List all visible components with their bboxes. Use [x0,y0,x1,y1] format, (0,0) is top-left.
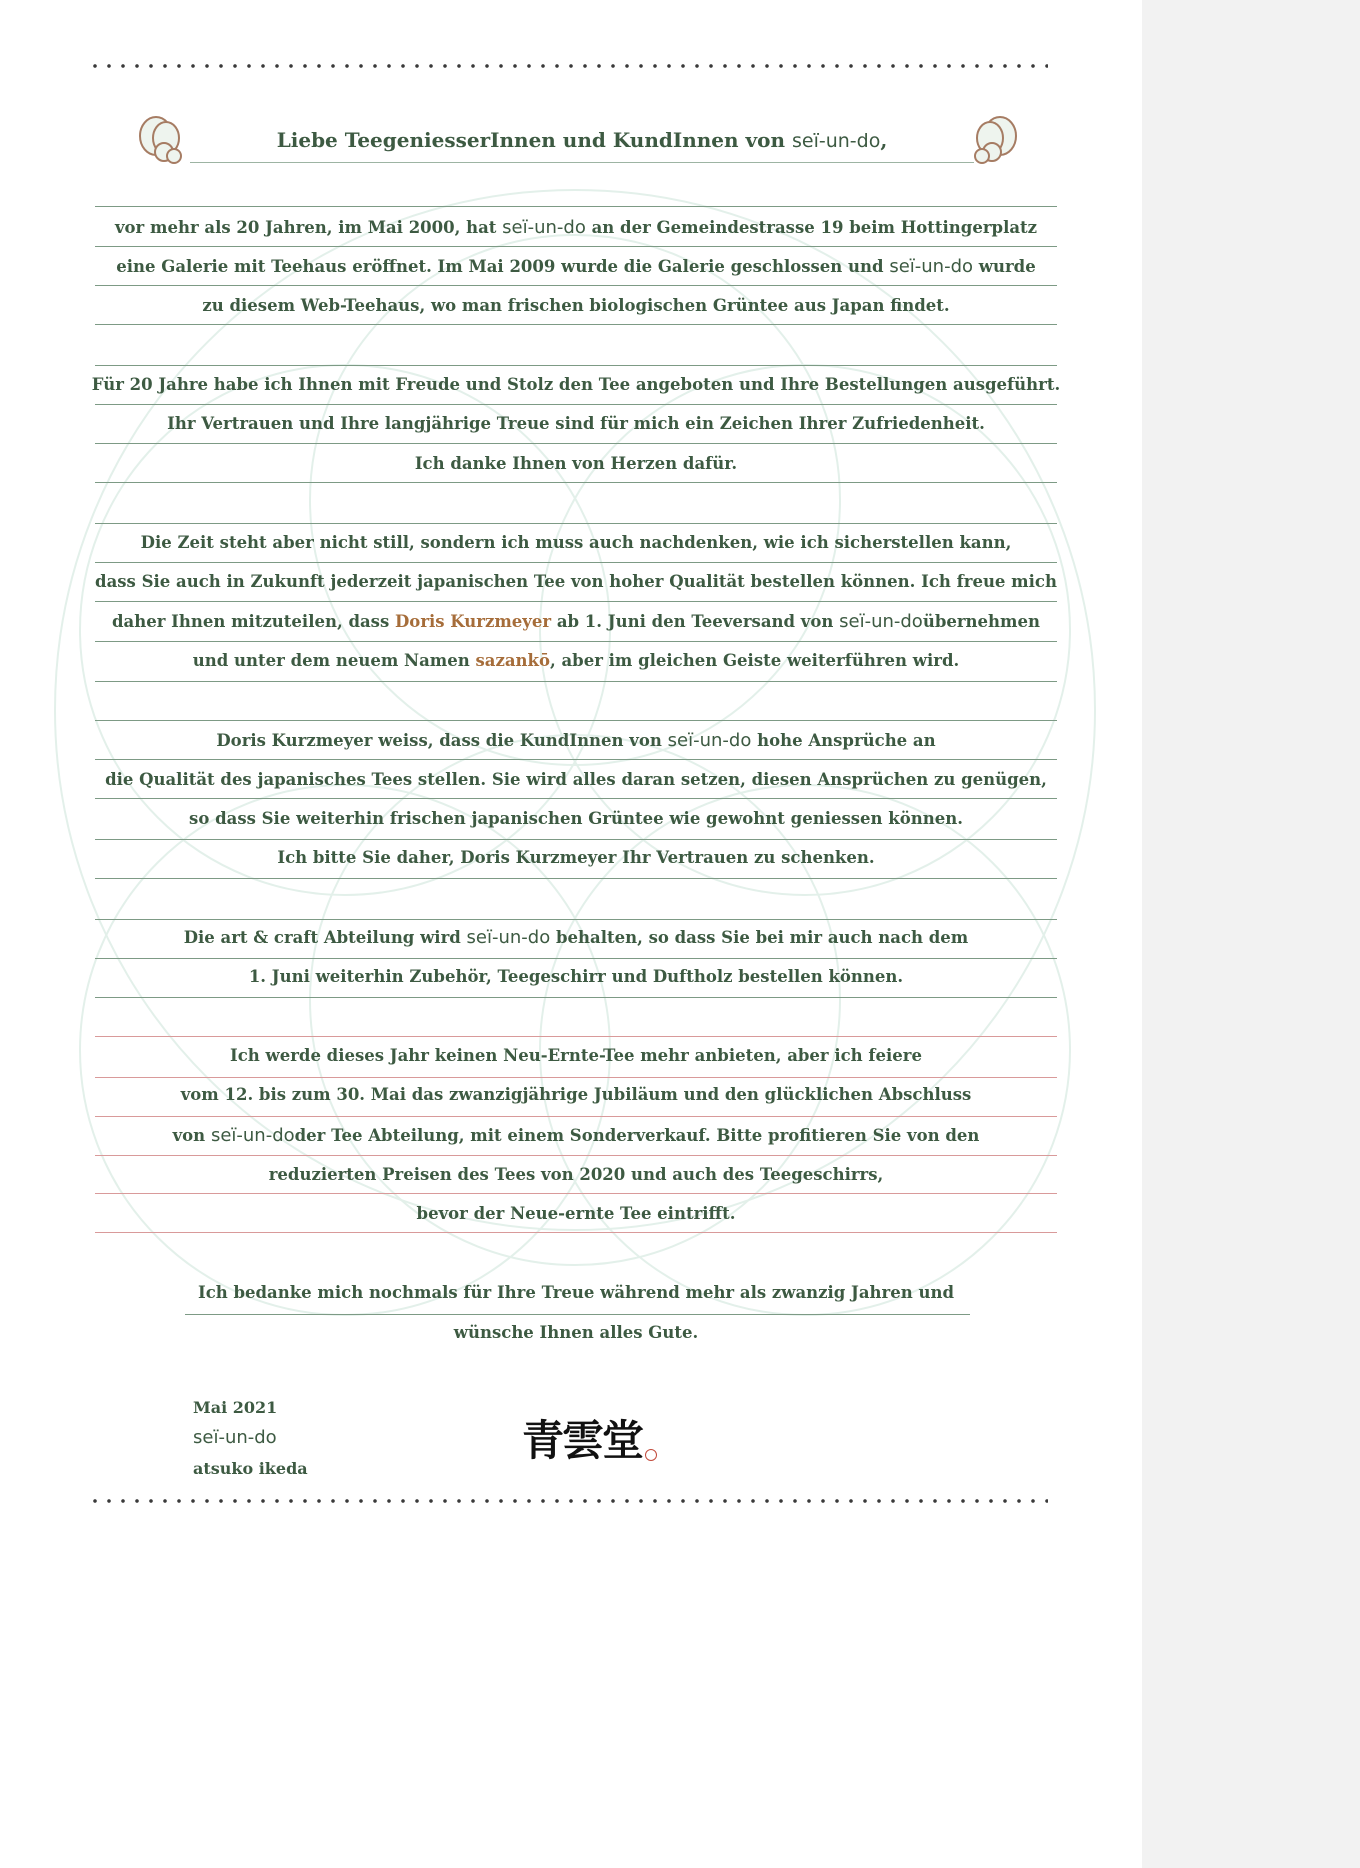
paragraph-6-line-5: bevor der Neue-ernte Tee eintrifft. [416,1204,736,1223]
paragraph-4-line-1: Doris Kurzmeyer weiss, dass die KundInnen von seï-un-do hohe Ansprüche an [216,730,936,751]
rule-line [185,1314,970,1315]
rule-line [95,482,1057,483]
rule-line [95,246,1057,247]
paragraph-3-line-2: dass Sie auch in Zukunft jederzeit japanischen Tee von hoher Qualität bestellen können. Ich freue mich [95,572,1057,591]
rule-line [95,681,1057,682]
rule-line [95,404,1057,405]
rule-line [95,365,1057,366]
flower-ornament-left-icon [134,112,190,168]
paragraph-5-line-1: Die art & craft Abteilung wird seï-un-do behalten, so dass Sie bei mir auch nach dem [183,927,969,948]
signature-brand: seï-un-do [193,1427,277,1448]
rule-line [95,878,1057,879]
rule-line [95,997,1057,998]
rule-line [95,285,1057,286]
rule-line-pink [95,1116,1057,1117]
sazanko-highlight: sazankō [475,651,550,670]
paragraph-3-line-1: Die Zeit steht aber nicht still, sondern ich muss auch nachdenken, wie ich sicherstellen kann, [140,533,1012,552]
rule-line [95,523,1057,524]
red-seal-icon [645,1449,657,1461]
greeting-comma: , [880,128,888,152]
rule-line [95,601,1057,602]
paragraph-1-line-2: eine Galerie mit Teehaus eröffnet. Im Mai 2009 wurde die Galerie geschlossen und seï-un-do wurde [116,256,1036,277]
rule-line-pink [95,1036,1057,1037]
paragraph-4-line-2: die Qualität des japanisches Tees stellen. Sie wird alles daran setzen, diesen Ansprüchen zu genügen, [105,770,1047,789]
rule-line [95,759,1057,760]
paragraph-7-line-1: Ich bedanke mich nochmals für Ihre Treue während mehr als zwanzig Jahren und [197,1283,955,1302]
paragraph-2-line-2: Ihr Vertrauen und Ihre langjährige Treue sind für mich ein Zeichen Ihrer Zufriedenheit. [167,414,985,433]
bg-ring-outer [55,190,1095,1230]
paragraph-5-line-2: 1. Juni weiterhin Zubehör, Teegeschirr und Duftholz bestellen können. [248,967,904,986]
paragraph-2-line-3: Ich danke Ihnen von Herzen dafür. [414,454,738,473]
paragraph-7-line-2: wünsche Ihnen alles Gute. [453,1323,699,1342]
rule-line [95,324,1057,325]
rule-line-pink [95,1232,1057,1233]
paragraph-6-line-2: vom 12. bis zum 30. Mai das zwanzigjährige Jubiläum und den glücklichen Abschluss [180,1085,972,1104]
rule-line [95,798,1057,799]
paragraph-4-line-4: Ich bitte Sie daher, Doris Kurzmeyer Ihr Vertrauen zu schenken. [277,848,875,867]
paragraph-6-line-1: Ich werde dieses Jahr keinen Neu-Ernte-Tee mehr anbieten, aber ich feiere [230,1046,922,1065]
doris-kurzmeyer-highlight: Doris Kurzmeyer [395,612,552,631]
paragraph-6-line-4: reduzierten Preisen des Tees von 2020 und auch des Teegeschirrs, [268,1165,884,1184]
rule-line-pink [95,1193,1057,1194]
rule-line-pink [95,1155,1057,1156]
seiundo-kanji-logo: 青雲堂 [522,1416,643,1465]
paragraph-6-line-3: von seï-un-doder Tee Abteilung, mit einem Sonderverkauf. Bitte profitieren Sie von den [172,1125,980,1146]
greeting-brand: seï-un-do [791,130,881,152]
rule-line [95,562,1057,563]
rule-line [95,206,1057,207]
paragraph-3-line-3: daher Ihnen mitzuteilen, dass Doris Kurzmeyer ab 1. Juni den Teeversand von seï-un-doübernehmen [111,611,1040,632]
right-gutter [1142,0,1360,1868]
paragraph-2-line-1: Für 20 Jahre habe ich Ihnen mit Freude und Stolz den Tee angeboten und Ihre Bestellungen ausgeführt. [91,375,1061,394]
bottom-dotted-border [88,1499,1048,1503]
flower-ornament-right-icon [966,112,1022,168]
top-dotted-border [88,64,1048,68]
rule-line [95,641,1057,642]
rule-line [95,958,1057,959]
rule-line [95,720,1057,721]
letter-greeting [190,124,974,163]
rule-line [95,839,1057,840]
rule-line [95,919,1057,920]
rule-line [95,443,1057,444]
greeting-text: Liebe TeegeniesserInnen und KundInnen von [276,128,786,152]
signature-date: Mai 2021 [193,1398,278,1417]
paragraph-3-line-4: und unter dem neuem Namen sazankō, aber im gleichen Geiste weiterführen wird. [192,651,960,670]
paragraph-1-line-3: zu diesem Web-Teehaus, wo man frischen biologischen Grüntee aus Japan findet. [202,296,950,315]
paragraph-4-line-3: so dass Sie weiterhin frischen japanischen Grüntee wie gewohnt geniessen können. [189,809,963,828]
paragraph-1-line-1: vor mehr als 20 Jahren, im Mai 2000, hat seï-un-do an der Gemeindestrasse 19 beim Hottingerplatz [114,217,1038,238]
signature-author: atsuko ikeda [193,1459,308,1478]
